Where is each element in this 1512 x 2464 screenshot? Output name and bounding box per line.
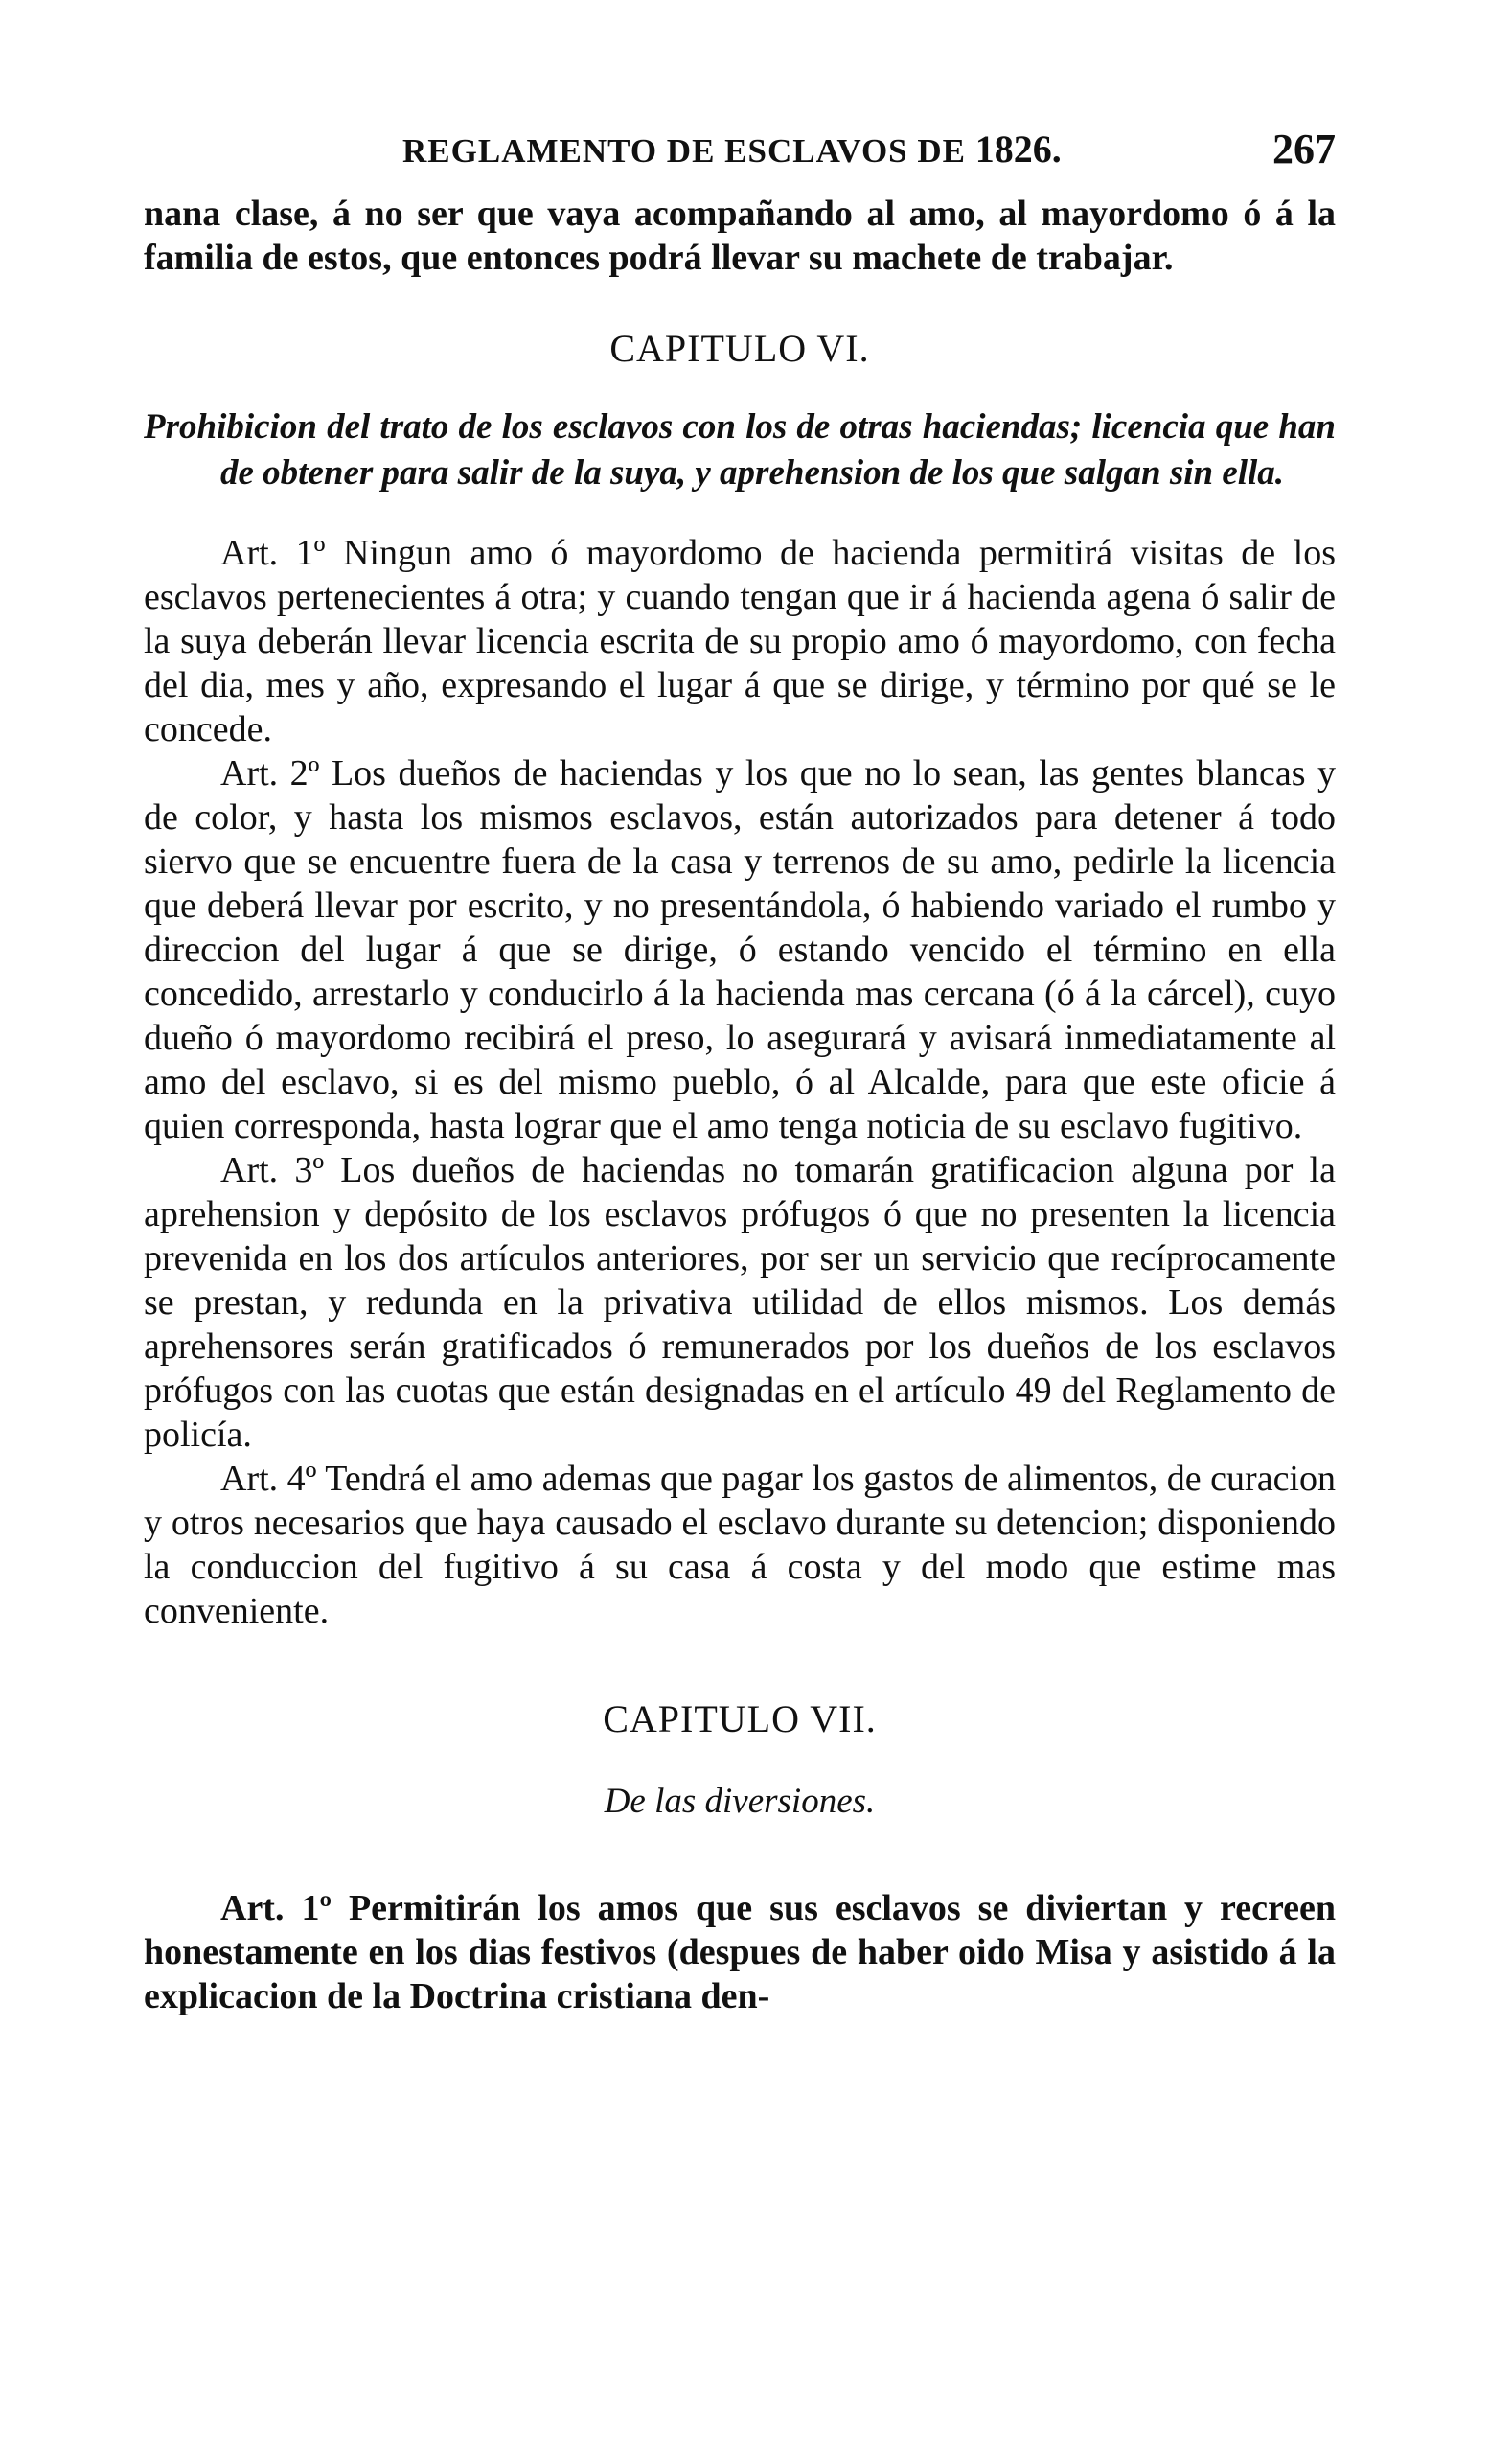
continuation-paragraph: nana clase, á no ser que vaya acompañando al amo, al mayordomo ó á la familia de estos, que entonces podrá llevar su machete de trabajar. — [144, 194, 1336, 278]
chapter-vi-title: CAPITULO VI. — [609, 327, 870, 370]
article-paragraph: Art. 2º Los dueños de haciendas y los que no lo sean, las gentes blancas y de color, y hasta los mismos esclavos, están autorizados para detener á todo siervo que se encuentre fuera de la casa y terrenos de su amo, pedirle la licencia que deberá llevar por escrito, y no presentándola, ó habiendo variado el rumbo y direccion del lugar á que se dirige, ó estando vencido el término en ella concedido, arrestarlo y conducirlo á la hacienda mas cercana (ó á la cárcel), cuyo dueño ó mayordomo recibirá el preso, lo asegurará y avisará inmediatamente al amo del esclavo, si es del mismo pueblo, ó al Alcalde, para que este oficie á quien corresponda, hasta lograr que el amo tenga noticia de su esclavo fugitivo. — [144, 753, 1336, 1146]
book-page — [144, 115, 1336, 2018]
running-title-text: REGLAMENTO DE ESCLAVOS DE — [402, 132, 967, 170]
running-header — [144, 115, 1336, 192]
running-title-year: 1826. — [974, 127, 1062, 171]
article-paragraph: Art. 4º Tendrá el amo ademas que pagar los gastos de alimentos, de curacion y otros necesarios que haya causado el esclavo durante su detencion; disponiendo la conduccion del fugitivo á su casa á costa y del modo que estime mas conveniente. — [144, 1459, 1336, 1631]
page-number: 267 — [1272, 126, 1336, 173]
running-title — [402, 127, 1062, 172]
chapter-vii-title: CAPITULO VII. — [603, 1697, 877, 1740]
article-paragraph: Art. 1º Permitirán los amos que sus esclavos se diviertan y recreen honestamente en los dias festivos (despues de haber oido Misa y asistido á la explicacion de la Doctrina cristiana den- — [144, 1888, 1336, 2016]
article-paragraph: Art. 3º Los dueños de haciendas no tomarán gratificacion alguna por la aprehension y depósito de los esclavos prófugos ó que no presenten la licencia prevenida en los dos artículos anteriores, por ser un servicio que recíprocamente se prestan, y redunda en la privativa utilidad de ellos mismos. Los demás aprehensores serán gratificados ó remunerados por los dueños de los esclavos prófugos con las cuotas que están designadas en el artículo 49 del Reglamento de policía. — [144, 1150, 1336, 1455]
chapter-vi-subtitle: Prohibicion del trato de los esclavos con los de otras haciendas; licencia que han de obtener para salir de la suya, y aprehension de los que salgan sin ella. — [144, 407, 1336, 493]
article-paragraph: Art. 1º Ningun amo ó mayordomo de hacienda permitirá visitas de los esclavos pertenecientes á otra; y cuando tengan que ir á hacienda agena ó salir de la suya deberán llevar licencia escrita de su propio amo ó mayordomo, con fecha del dia, mes y año, expresando el lugar á que se dirige, y término por qué se le concede. — [144, 533, 1336, 749]
chapter-vii-subtitle: De las diversiones. — [604, 1782, 876, 1821]
